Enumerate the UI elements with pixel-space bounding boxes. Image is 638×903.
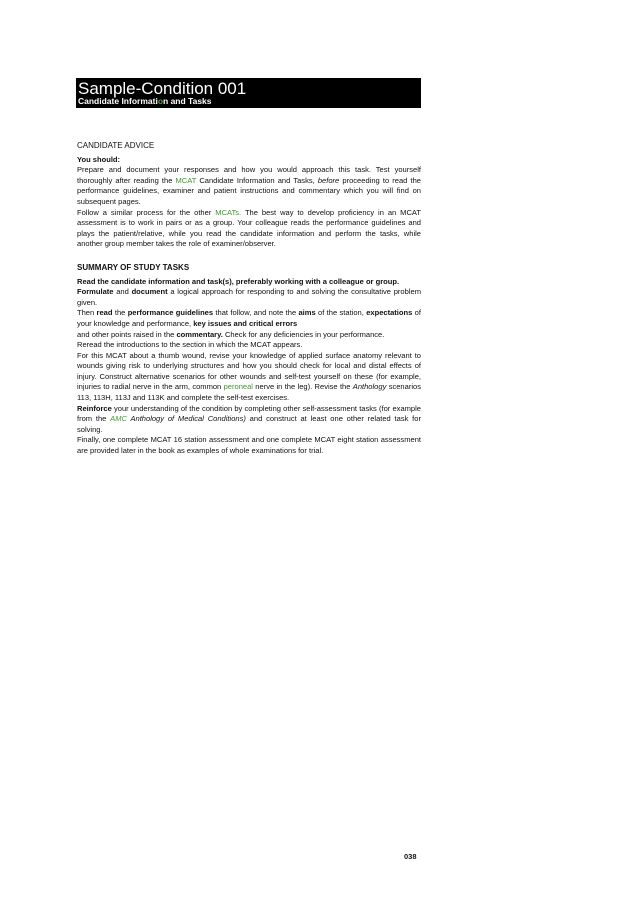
commentary-paragraph xyxy=(77,330,421,341)
page-number: 038 xyxy=(404,852,417,861)
text-run: and other points raised in the xyxy=(77,329,177,339)
reread-paragraph: Reread the introductions to the section in which the MCAT appears. xyxy=(77,340,303,350)
text-run: and construct at least one other related task for solving. xyxy=(77,414,421,434)
text-run: your understanding of the condition by completing other self-assessment tasks (for example from the xyxy=(77,403,421,424)
subtitle-part: Candidate Informati xyxy=(78,96,158,106)
text-run: For this MCAT about a thumb wound, revise your knowledge of applied surface anatomy relevant to wounds giving risk to underlying structures and how you should check for local and distal effects of injury. Construct alternative scenarios for other wounds and self-test yourself on these (for example, injuries to radial nerve in the arm, common xyxy=(77,350,421,392)
emphasis-text: Anthology of Medical Conditions) xyxy=(126,414,246,424)
bold-text: expectations xyxy=(366,308,413,318)
text-run: a logical approach for responding to and solving the consultative problem given. xyxy=(77,287,421,307)
emphasis-text: before xyxy=(317,175,340,185)
thumb-wound-paragraph xyxy=(77,351,421,404)
advice-paragraph-1 xyxy=(77,165,421,207)
bold-text: Formulate xyxy=(77,287,114,297)
text-run: that follow, and note the xyxy=(213,308,299,318)
document-title: Sample-Condition 001 xyxy=(78,79,247,98)
subtitle-part: n and Tasks xyxy=(163,96,212,106)
bold-text: commentary. xyxy=(176,329,223,339)
text-run: scenarios 113, 113H, 113J and 113K and complete the self-test exercises. xyxy=(77,382,421,403)
advice-paragraph-2 xyxy=(77,208,421,250)
summary-intro: Read the candidate information and task(s), preferably working with a colleague or group. xyxy=(77,276,400,286)
peroneal-link[interactable]: peroneal xyxy=(223,382,253,392)
mcats-link[interactable]: MCATs. xyxy=(215,207,242,217)
text-run: Follow a similar process for the other xyxy=(77,207,216,217)
formulate-paragraph xyxy=(77,287,421,308)
read-paragraph xyxy=(77,308,421,329)
section-heading-advice: CANDIDATE ADVICE xyxy=(77,141,155,150)
bold-text: Reinforce xyxy=(77,403,112,413)
amc-link[interactable]: AMC xyxy=(110,414,127,424)
section-heading-summary: SUMMARY OF STUDY TASKS xyxy=(77,262,190,272)
subtitle-highlight: o xyxy=(157,96,164,106)
bold-text: read xyxy=(96,308,113,318)
you-should-label: You should: xyxy=(77,154,121,164)
document-subtitle xyxy=(78,96,212,107)
bold-text: document xyxy=(131,287,168,297)
text-run: nerve in the leg). Revise the xyxy=(252,382,353,392)
text-run: of your knowledge and performance, xyxy=(77,308,421,328)
emphasis-text: Anthology xyxy=(352,382,387,392)
bold-text: aims xyxy=(298,308,316,318)
text-run: Prepare and document your responses and how you would approach this task. Test yourself thoroughly after reading the xyxy=(77,165,421,185)
bold-text: key issues and critical errors xyxy=(193,318,298,328)
section-spacer xyxy=(77,250,421,263)
document-body xyxy=(77,141,421,457)
finally-paragraph: Finally, one complete MCAT 16 station assessment and one complete MCAT eight station assessment are provided later in the book as examples of whole examinations for trial. xyxy=(77,435,421,456)
text-run: Candidate Information and Tasks, xyxy=(196,175,318,185)
text-run: The best way to develop proficiency in an MCAT assessment is to work in pairs or as a group. Your colleague reads the performance guidelines and plays the patient/relative, while you read the candidate information and perform the tasks, while another group member takes the role of examiner/observer. xyxy=(77,207,421,249)
text-run: proceeding to read the performance guidelines, examiner and patient instructions and commentary which you will find on subsequent pages. xyxy=(77,175,421,206)
text-run: and xyxy=(113,287,132,297)
document-header xyxy=(76,78,421,108)
bold-text: performance guidelines xyxy=(127,308,214,318)
mcat-link[interactable]: MCAT xyxy=(175,175,197,185)
text-run: of the station, xyxy=(315,308,367,318)
text-run: the xyxy=(112,308,128,318)
text-run: Then xyxy=(77,308,97,318)
text-run: Check for any deficiencies in your performance. xyxy=(222,329,385,339)
reinforce-paragraph xyxy=(77,404,421,436)
